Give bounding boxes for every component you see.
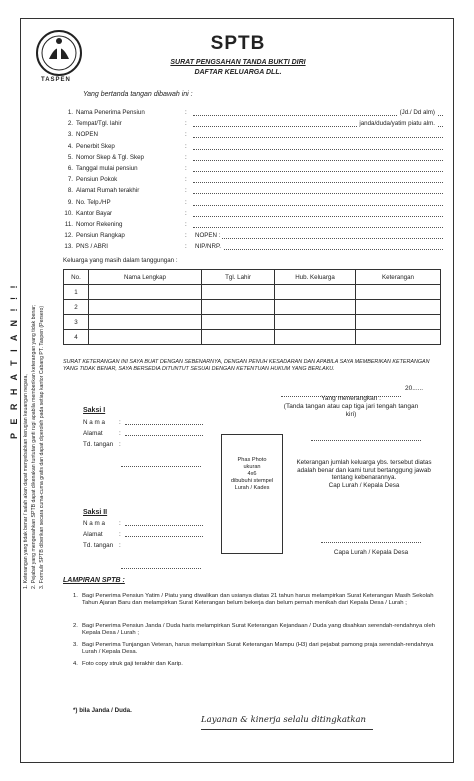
field-value-line[interactable]: [193, 205, 443, 206]
photo-line-2: ukuran: [243, 464, 261, 470]
date-suffix: 20......: [405, 385, 424, 392]
field-value-line[interactable]: [193, 109, 443, 116]
cell-hub-keluarga[interactable]: [275, 285, 356, 300]
field-label: PNS / ABRI: [76, 243, 108, 251]
table-row: [64, 285, 441, 300]
field-colon: :: [185, 142, 187, 150]
lampiran-text: Foto copy struk gaji terakhir dan Karip.: [82, 661, 183, 667]
field-number: 9.: [67, 198, 73, 206]
lampiran-number: 4.: [73, 661, 78, 667]
lampiran-number: 3.: [73, 642, 78, 648]
field-row[interactable]: [63, 187, 443, 197]
field-number: 6.: [67, 165, 73, 172]
cell-hub-keluarga[interactable]: [275, 330, 356, 345]
field-label: Nama Penerima Pensiun: [76, 109, 145, 116]
lampiran-text: Bagi Penerima Pensiun Yatim / Piatu yang diwalikan dan usianya diatas 21 tahun harus melampirkan Surat Keterangan Masih Sekolah Tahun Ajaran Baru dan melampirkan Surat Keterangan belum bekerja dan belum pernah menikah dari Kepala Desa / Lurah ;: [82, 593, 434, 606]
saksi-1-alamat-label: Alamat: [83, 430, 103, 437]
field-number: 7.: [67, 176, 73, 184]
lampiran-text: Bagi Penerima Pensiun Janda / Duda haris melampirkan Surat Keterangan Kejandaan / Duda yang disahkan serendah-rendahnya oleh Kepala Desa / Lurah ;: [82, 623, 436, 636]
cell-tgl-lahir[interactable]: [202, 315, 275, 330]
sptb-form: [9, 18, 454, 763]
field-number: 5.: [67, 153, 73, 161]
slogan-underline: [201, 729, 373, 730]
field-number: 1.: [67, 109, 73, 116]
photo-box: [221, 434, 283, 554]
field-label: Kantor Bayar: [76, 209, 113, 217]
photo-line-3: 4x6: [247, 471, 257, 477]
field-value-line[interactable]: [193, 160, 443, 161]
field-colon: :: [185, 109, 187, 116]
field-value-line[interactable]: [193, 171, 443, 172]
field-row[interactable]: [63, 199, 443, 209]
statement-text: SURAT KETERANGAN INI SAYA BUAT DENGAN SEBENARNYA, DENGAN PENUH KESADARAN DAN APABILA SAYA MEMBERIKAN KETERANGAN YANG TIDAK BENAR, SAYA BERSEDIA DITUNTUT SESUAI DENGAN KETENTUAN HUKUM YANG BERLAKU.: [63, 359, 430, 372]
field-colon: :: [185, 232, 187, 240]
field-value: NOPEN :: [195, 232, 221, 240]
field-label: Tanggal mulai pensiun: [76, 165, 138, 172]
field-colon: :: [185, 131, 187, 139]
family-table-header: [64, 270, 441, 285]
field-value-line[interactable]: [193, 182, 443, 183]
field-value-line[interactable]: [193, 227, 443, 228]
photo-line-5: Lurah / Kades: [234, 485, 270, 491]
field-label: Nomor Skep & Tgl. Skep: [76, 153, 144, 161]
cell-keterangan[interactable]: [356, 330, 441, 345]
field-value-line[interactable]: [193, 120, 443, 128]
saksi-1-ttd[interactable]: Td. tangan :: [83, 441, 121, 448]
cell-hub-keluarga[interactable]: [275, 300, 356, 315]
col-no: No.: [64, 270, 89, 285]
field-row[interactable]: [63, 210, 443, 220]
field-colon: :: [185, 165, 187, 172]
field-colon: :: [185, 198, 187, 206]
keterangan-block: [289, 459, 439, 489]
col-tgl-lahir: Tgl. Lahir: [202, 270, 275, 285]
saksi-1-ttd-label: Td. tangan: [83, 441, 114, 448]
field-value-line[interactable]: [193, 216, 443, 217]
lampiran-number: 2.: [73, 623, 78, 629]
field-suffix: (Jd./ Dd alm): [399, 109, 435, 116]
field-colon: :: [185, 209, 187, 217]
field-number: 10.: [64, 209, 73, 217]
field-number: 3.: [67, 131, 73, 139]
field-label: Tempat/Tgl. lahir: [76, 120, 122, 128]
cell-hub-keluarga[interactable]: [275, 315, 356, 330]
form-subtitle: SURAT PENGSAHAN TANDA BUKTI DIRI: [170, 59, 306, 66]
form-subtitle-2: DAFTAR KELUARGA DLL.: [194, 69, 282, 76]
saksi-1-nama-label: N a m a: [83, 419, 106, 426]
cell-keterangan[interactable]: [356, 315, 441, 330]
lampiran-text: Bagi Penerima Tunjangan Veteran, harus melampirkan Surat Keterangan Mampu (H3) dari pejabat pamong praja serendah-rendahnya Lurah / Kepala Desa.: [82, 642, 434, 655]
perhatian-line-3: 3. Formulir SPTB diberikan secara cuma-cuma gratis dan dapat diperoleh pada setiap kantor Cabang PT. Taspen (Persero): [39, 305, 45, 589]
saksi-2-nama[interactable]: N a m a :: [83, 520, 203, 529]
row-number: 3: [64, 315, 89, 330]
saksi-1-nama[interactable]: N a m a :: [83, 419, 203, 428]
row-number: 4: [64, 330, 89, 345]
perhatian-side-note: [5, 109, 118, 609]
field-label: Penerbit Skep: [76, 142, 115, 150]
field-colon: :: [185, 187, 187, 195]
keterangan-cap: Cap Lurah / Kepala Desa: [328, 481, 400, 489]
field-label: No. Telp./HP: [76, 198, 111, 206]
saksi-1-signature-line[interactable]: [121, 465, 201, 467]
field-number: 8.: [67, 187, 73, 195]
saksi-2-ttd-label: Td. tangan: [83, 542, 114, 549]
field-row[interactable]: [63, 165, 443, 175]
photo-line-4: dibubuhi stempel: [230, 478, 274, 484]
field-colon: :: [185, 153, 187, 161]
field-number: 4.: [67, 142, 73, 150]
photo-line-1: Phas Photo: [237, 457, 267, 463]
lampiran-title: LAMPIRAN SPTB :: [63, 577, 125, 584]
signature-block: [281, 395, 421, 419]
field-colon: :: [185, 221, 187, 228]
field-suffix: janda/duda/yatim piatu alm.: [359, 120, 435, 128]
field-row[interactable]: [63, 232, 443, 242]
saksi-2-signature-line[interactable]: [121, 567, 201, 569]
field-value-line[interactable]: [193, 149, 443, 150]
field-value: NIP/NRP.: [195, 243, 222, 251]
saksi-2-alamat-label: Alamat: [83, 531, 103, 538]
keterangan-text: Keterangan jumlah keluarga ybs. tersebut diatas adalah benar dan kami turut bertanggung jawab tentang kebenarannya.: [296, 459, 432, 481]
col-nama: Nama Lengkap: [89, 270, 202, 285]
row-number: 2: [64, 300, 89, 315]
perhatian-line-1: 1. Keterangan yang tidak benar / salah akan dapat menyebabkan kerugian keuangan negara,: [23, 374, 29, 589]
field-number: 13.: [64, 243, 73, 251]
col-hub-keluarga: Hub. Keluarga: [275, 270, 356, 285]
field-number: 11.: [64, 221, 73, 228]
cell-tgl-lahir[interactable]: [202, 285, 275, 300]
cell-keterangan[interactable]: [356, 285, 441, 300]
field-label: Nomor Rekening: [76, 221, 123, 228]
field-row[interactable]: [63, 176, 443, 186]
form-title: SPTB: [210, 33, 266, 54]
signature-note: (Tanda tangan atau cap tiga jari tengah tangan kiri): [283, 403, 419, 418]
col-keterangan: Keterangan: [356, 270, 441, 285]
field-row[interactable]: [63, 221, 443, 231]
row-number: 1: [64, 285, 89, 300]
signature-line[interactable]: [311, 439, 421, 441]
capa-label: Capa Lurah / Kepala Desa: [333, 549, 409, 556]
field-label: NOPEN: [76, 131, 99, 139]
family-table: [63, 269, 441, 345]
field-colon: :: [185, 120, 187, 128]
field-row[interactable]: [63, 131, 443, 141]
field-number: 2.: [67, 120, 73, 128]
saksi-1-alamat[interactable]: Alamat :: [83, 430, 203, 439]
saksi-1-title: Saksi I: [83, 407, 106, 414]
table-row: [64, 315, 441, 330]
field-value-line[interactable]: [193, 137, 443, 138]
lampiran-number: 1.: [73, 593, 78, 599]
logo-text: TASPEN: [41, 77, 71, 83]
field-row[interactable]: [63, 109, 443, 119]
field-label: Pensiun Rangkap: [76, 232, 125, 240]
field-colon: :: [185, 243, 187, 251]
field-row[interactable]: [63, 143, 443, 153]
saksi-2-alamat[interactable]: Alamat :: [83, 531, 203, 540]
saksi-2-title: Saksi II: [83, 509, 108, 516]
saksi-2-ttd[interactable]: Td. tangan :: [83, 542, 121, 549]
perhatian-line-2: 2. Pejabat yang mengesahkan SPTB dapat dikenakan tuntutan ganti rugi apabila memberikan keterangan yang tidak benar;: [31, 304, 37, 589]
field-value-line[interactable]: [193, 232, 443, 240]
cell-tgl-lahir[interactable]: [202, 330, 275, 345]
family-intro: Keluarga yang masih dalam tanggungan :: [63, 257, 178, 264]
field-row[interactable]: [63, 120, 443, 130]
intro-text: Yang bertanda tangan dibawah ini :: [83, 91, 193, 98]
field-row[interactable]: [63, 154, 443, 164]
table-row: [64, 300, 441, 315]
cell-keterangan[interactable]: [356, 300, 441, 315]
field-value-line[interactable]: [193, 243, 443, 251]
field-row[interactable]: [63, 243, 443, 253]
lurah-signature-line[interactable]: [321, 541, 421, 543]
yang-menerangkan-label: Yang menerangkan :: [321, 395, 381, 402]
perhatian-heading: P E R H A T I A N ! ! !: [9, 282, 19, 439]
slogan: Layanan & kinerja selalu ditingkatkan: [201, 715, 367, 725]
table-row: [64, 330, 441, 345]
field-number: 12.: [64, 232, 73, 240]
field-label: Pensiun Pokok: [76, 176, 118, 184]
field-value-line[interactable]: [193, 193, 443, 194]
saksi-2-nama-label: N a m a: [83, 520, 106, 527]
field-colon: :: [185, 176, 187, 184]
cell-tgl-lahir[interactable]: [202, 300, 275, 315]
janda-duda-note: *) bila Janda / Duda.: [73, 707, 132, 714]
field-label: Alamat Rumah terakhir: [76, 187, 140, 195]
